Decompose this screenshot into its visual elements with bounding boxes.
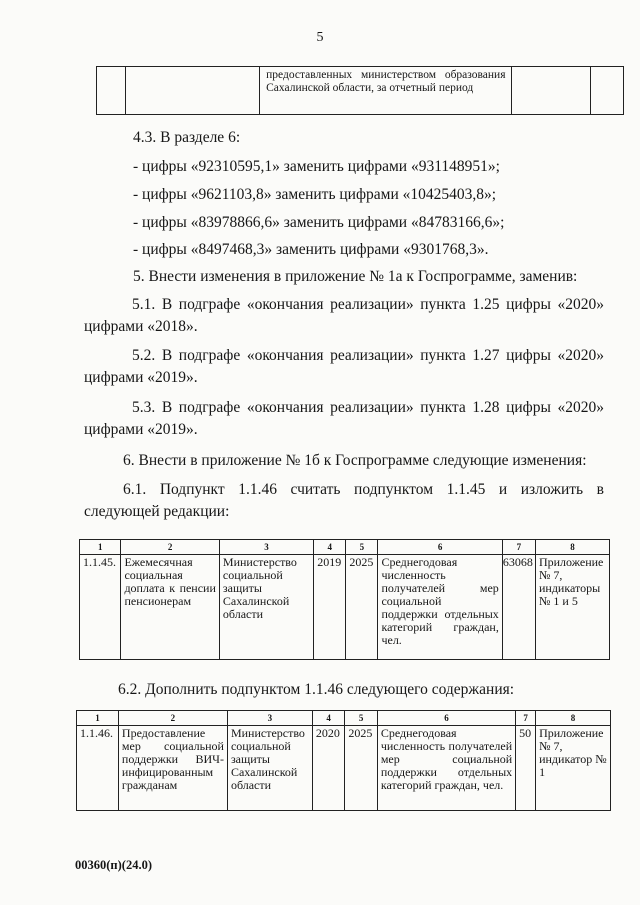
para-6-1: 6.1. Подпункт 1.1.46 считать подпунктом 1.1.45 и изложить в следующей редакции:	[84, 481, 604, 520]
item-name: Ежемесячная социальная доплата к пенсии пенсионерам	[121, 555, 219, 660]
para-5-1: 5.1. В подграфе «окончания реализации» пункта 1.25 цифры «2020» цифрами «2018».	[84, 296, 604, 335]
item-end-year: 2025	[345, 726, 377, 811]
item-indicator: Среднегодовая численность получателей мер социальной поддержки отдельных категорий граждан, чел.	[377, 726, 515, 811]
col-header: 2	[121, 540, 219, 555]
para-6-2: 6.2. Дополнить подпунктом 1.1.46 следующего содержания:	[118, 681, 515, 698]
item-name: Предоставление мер социальной поддержки ВИЧ-инфицированным гражданам	[118, 726, 227, 811]
col-header: 8	[536, 711, 611, 726]
item-number: 1.1.46.	[77, 726, 119, 811]
table-header-row	[80, 540, 610, 555]
item-ministry: Министерство социальной защиты Сахалинской области	[227, 726, 312, 811]
col-header: 4	[312, 711, 344, 726]
top-table-cell	[512, 67, 590, 115]
table-6-2	[76, 710, 611, 811]
col-header: 3	[219, 540, 313, 555]
col-header: 6	[378, 540, 502, 555]
col-header: 3	[227, 711, 312, 726]
col-header: 1	[80, 540, 121, 555]
table-row	[77, 726, 611, 811]
table-header-row	[77, 711, 611, 726]
col-header: 2	[118, 711, 227, 726]
top-table-cell	[97, 67, 126, 115]
replace-line-3: - цифры «83978866,6» заменить цифрами «84783166,6»;	[133, 214, 505, 231]
col-header: 5	[345, 711, 377, 726]
table-6-1	[79, 539, 610, 660]
item-value: 50	[516, 726, 536, 811]
para-5-3: 5.3. В подграфе «окончания реализации» пункта 1.28 цифры «2020» цифрами «2019».	[84, 399, 604, 438]
col-header: 1	[77, 711, 119, 726]
col-header: 7	[516, 711, 536, 726]
top-table-cell	[590, 67, 623, 115]
para-5: 5. Внести изменения в приложение № 1а к Госпрограмме, заменив:	[133, 268, 578, 285]
item-end-year: 2025	[346, 555, 378, 660]
item-indicator: Среднегодовая численность получателей мер социальной поддержки отдельных категорий граждан, чел.	[378, 555, 502, 660]
col-header: 7	[502, 540, 535, 555]
top-table-fragment	[96, 66, 624, 115]
top-table-text: предоставленных министерством образования Сахалинской области, за отчетный период	[260, 67, 512, 115]
col-header: 5	[346, 540, 378, 555]
item-start-year: 2019	[314, 555, 346, 660]
para-6: 6. Внести в приложение № 1б к Госпрограмме следующие изменения:	[123, 452, 587, 469]
item-value: 63068	[502, 555, 535, 660]
replace-line-2: - цифры «9621103,8» заменить цифрами «10425403,8»;	[133, 186, 497, 203]
col-header: 8	[535, 540, 609, 555]
col-header: 4	[314, 540, 346, 555]
item-start-year: 2020	[312, 726, 344, 811]
col-header: 6	[377, 711, 515, 726]
item-ministry: Министерство социальной защиты Сахалинской области	[219, 555, 313, 660]
top-table-cell	[126, 67, 260, 115]
page-number: 5	[316, 30, 324, 45]
table-row	[80, 555, 610, 660]
para-4-3: 4.3. В разделе 6:	[133, 129, 241, 146]
para-5-2: 5.2. В подграфе «окончания реализации» пункта 1.27 цифры «2020» цифрами «2019».	[84, 347, 604, 386]
replace-line-1: - цифры «92310595,1» заменить цифрами «931148951»;	[133, 158, 500, 175]
item-note: Приложение № 7, индикатор № 1	[536, 726, 611, 811]
item-number: 1.1.45.	[80, 555, 121, 660]
footer-document-code: 00360(п)(24.0)	[75, 858, 152, 872]
replace-line-4: - цифры «8497468,3» заменить цифрами «9301768,3».	[133, 241, 489, 258]
item-note: Приложение № 7, индикаторы № 1 и 5	[535, 555, 609, 660]
